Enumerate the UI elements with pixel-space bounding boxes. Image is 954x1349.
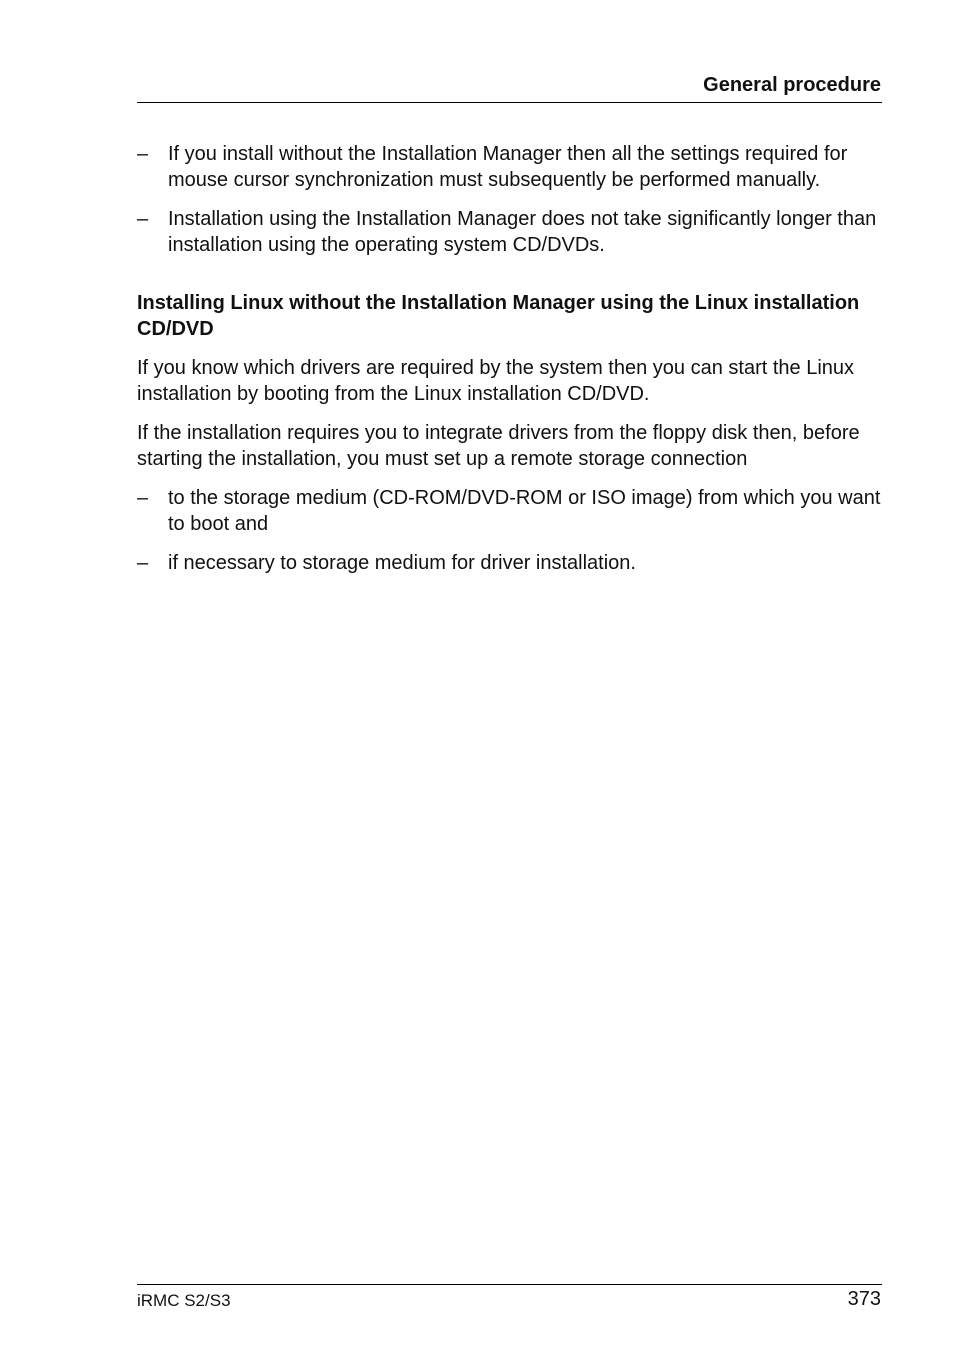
bullet-dash: – — [137, 552, 149, 574]
running-header-title: General procedure — [703, 74, 881, 96]
list-item — [137, 550, 882, 576]
page-number: 373 — [847, 1288, 881, 1310]
bullet-dash: – — [137, 487, 149, 509]
list-item — [137, 485, 882, 537]
bullet-dash: – — [137, 208, 149, 230]
list-item — [137, 141, 882, 193]
list-item — [137, 206, 882, 258]
bullet-dash: – — [137, 143, 149, 165]
list-item-text: to the storage medium (CD-ROM/DVD-ROM or ISO image) from which you want to boot and — [168, 487, 881, 535]
paragraph: If you know which drivers are required by the system then you can start the Linux installation by booting from the Linux installation CD/DVD. — [137, 357, 855, 405]
section-heading: Installing Linux without the Installation Manager using the Linux installation CD/DVD — [137, 292, 860, 340]
paragraph: If the installation requires you to integrate drivers from the floppy disk then, before starting the installation, you must set up a remote storage connection — [137, 422, 860, 470]
list-item-text: if necessary to storage medium for driver installation. — [168, 552, 636, 574]
header-rule — [137, 102, 882, 103]
list-item-text: Installation using the Installation Manager does not take significantly longer than installation using the operating system CD/DVDs. — [168, 208, 877, 256]
page-body — [137, 141, 882, 589]
footer-product-name: iRMC S2/S3 — [137, 1291, 231, 1310]
list-item-text: If you install without the Installation Manager then all the settings required for mouse cursor synchronization must subsequently be performed manually. — [168, 143, 848, 191]
footer-rule — [137, 1284, 882, 1285]
